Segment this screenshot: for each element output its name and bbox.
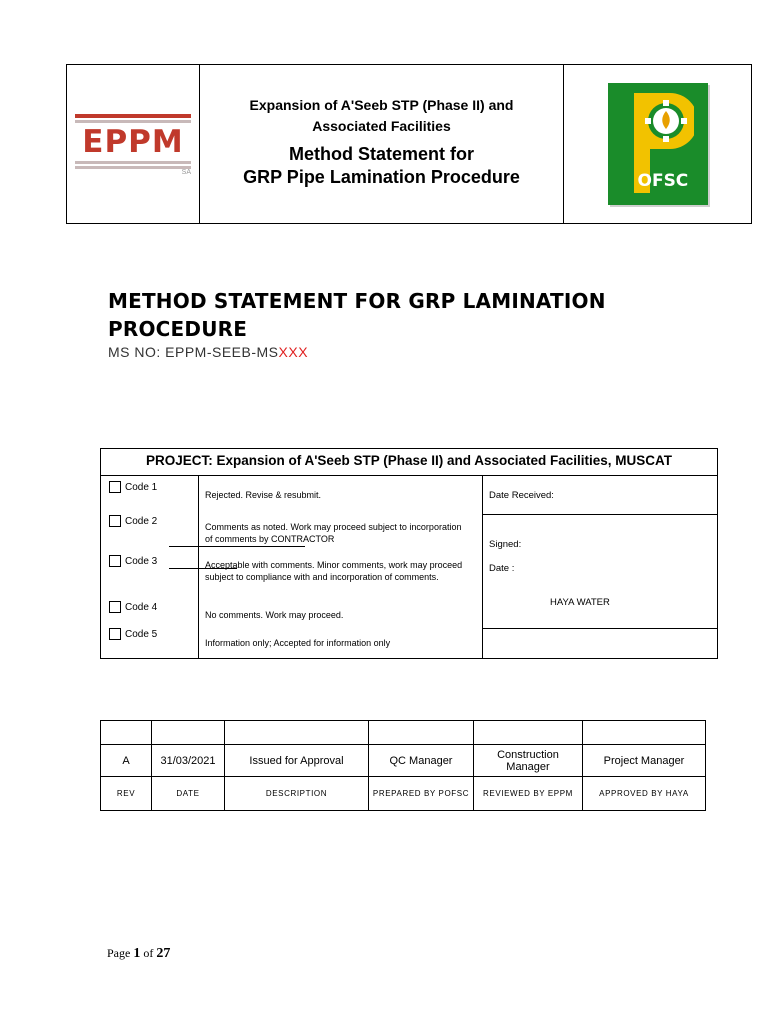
description-header: DESCRIPTION bbox=[225, 777, 369, 811]
description-cell: Issued for Approval bbox=[225, 745, 369, 777]
code-5-description: Information only; Accepted for information only bbox=[205, 638, 391, 648]
prepared-by-header: PREPARED BY POFSC bbox=[369, 777, 474, 811]
header-subtitle-line1: Expansion of A'Seeb STP (Phase II) and bbox=[249, 97, 514, 113]
header-main-title bbox=[200, 143, 563, 189]
pofsc-logo bbox=[608, 83, 708, 205]
header-main-line1: Method Statement for bbox=[288, 144, 474, 164]
code-4-checkbox[interactable] bbox=[109, 601, 157, 613]
signed-label: Signed: bbox=[489, 539, 522, 550]
review-column bbox=[482, 475, 717, 658]
code-label: Code 4 bbox=[125, 601, 158, 613]
page-current: 1 bbox=[133, 946, 141, 961]
code-2-checkbox[interactable] bbox=[109, 515, 157, 527]
haya-water-label: HAYA WATER bbox=[550, 597, 610, 608]
revision-table bbox=[100, 720, 706, 811]
rev-cell: A bbox=[101, 745, 152, 777]
checkbox-icon bbox=[109, 515, 121, 527]
code-column bbox=[101, 475, 199, 658]
header-subtitle-line2: Associated Facilities bbox=[312, 118, 451, 134]
prepared-by-cell: QC Manager bbox=[369, 745, 474, 777]
code-label: Code 5 bbox=[125, 628, 158, 640]
project-heading: PROJECT: Expansion of A'Seeb STP (Phase II) and Associated Facilities, MUSCAT bbox=[101, 449, 717, 476]
code-label: Code 1 bbox=[125, 481, 158, 493]
code-1-description: Rejected. Revise & resubmit. bbox=[205, 490, 322, 500]
code-4-description: No comments. Work may proceed. bbox=[205, 610, 344, 620]
checkbox-icon bbox=[109, 601, 121, 613]
page-label: Page bbox=[107, 946, 134, 960]
description-column bbox=[198, 475, 483, 658]
divider bbox=[482, 514, 717, 515]
divider bbox=[482, 628, 717, 629]
eppm-logo-cell bbox=[67, 65, 200, 223]
page-number bbox=[107, 946, 170, 962]
strike-line bbox=[169, 546, 305, 547]
eppm-logo-sub: SA bbox=[181, 169, 191, 176]
page-total: 27 bbox=[156, 946, 171, 961]
code-3-checkbox[interactable] bbox=[109, 555, 157, 567]
pofsc-logo-text: OFSC bbox=[637, 171, 689, 191]
header-main-line2: GRP Pipe Lamination Procedure bbox=[243, 167, 520, 187]
page-of: of bbox=[140, 946, 157, 960]
date-cell: 31/03/2021 bbox=[152, 745, 225, 777]
checkbox-icon bbox=[109, 481, 121, 493]
strike-line bbox=[169, 568, 237, 569]
code-label: Code 3 bbox=[125, 555, 158, 567]
header-title-cell bbox=[200, 65, 564, 223]
approved-by-header: APPROVED BY HAYA bbox=[583, 777, 706, 811]
checkbox-icon bbox=[109, 628, 121, 640]
ms-number-prefix: MS NO: EPPM-SEEB-MS bbox=[108, 344, 279, 360]
eppm-logo bbox=[75, 112, 191, 176]
document-title bbox=[108, 287, 668, 343]
code-5-checkbox[interactable] bbox=[109, 628, 157, 640]
revision-empty-row bbox=[101, 721, 706, 745]
date-header: DATE bbox=[152, 777, 225, 811]
code-3-description: Acceptable with comments. Minor comments, work may proceed subject to compliance with and incorporation of comments. bbox=[205, 560, 463, 582]
date-label: Date : bbox=[489, 563, 515, 574]
ms-number-suffix: XXX bbox=[278, 344, 309, 360]
checkbox-icon bbox=[109, 555, 121, 567]
rev-header: REV bbox=[101, 777, 152, 811]
reviewed-by-cell: Construction Manager bbox=[474, 745, 583, 777]
reviewed-by-header: REVIEWED BY EPPM bbox=[474, 777, 583, 811]
document-title-line2: PROCEDURE bbox=[108, 317, 248, 341]
document-header bbox=[66, 64, 752, 224]
ms-number bbox=[108, 344, 308, 360]
project-approval-table bbox=[100, 448, 718, 659]
eppm-logo-text: EPPM bbox=[82, 124, 184, 160]
approved-by-cell: Project Manager bbox=[583, 745, 706, 777]
revision-row bbox=[101, 745, 706, 777]
date-received-label: Date Received: bbox=[489, 490, 554, 501]
code-1-checkbox[interactable] bbox=[109, 481, 157, 493]
pofsc-logo-cell bbox=[564, 65, 751, 223]
document-title-line1: METHOD STATEMENT FOR GRP LAMINATION bbox=[108, 289, 606, 313]
code-label: Code 2 bbox=[125, 515, 158, 527]
revision-header-row bbox=[101, 777, 706, 811]
code-2-description: Comments as noted. Work may proceed subject to incorporation of comments by CONTRACTOR bbox=[205, 522, 462, 544]
